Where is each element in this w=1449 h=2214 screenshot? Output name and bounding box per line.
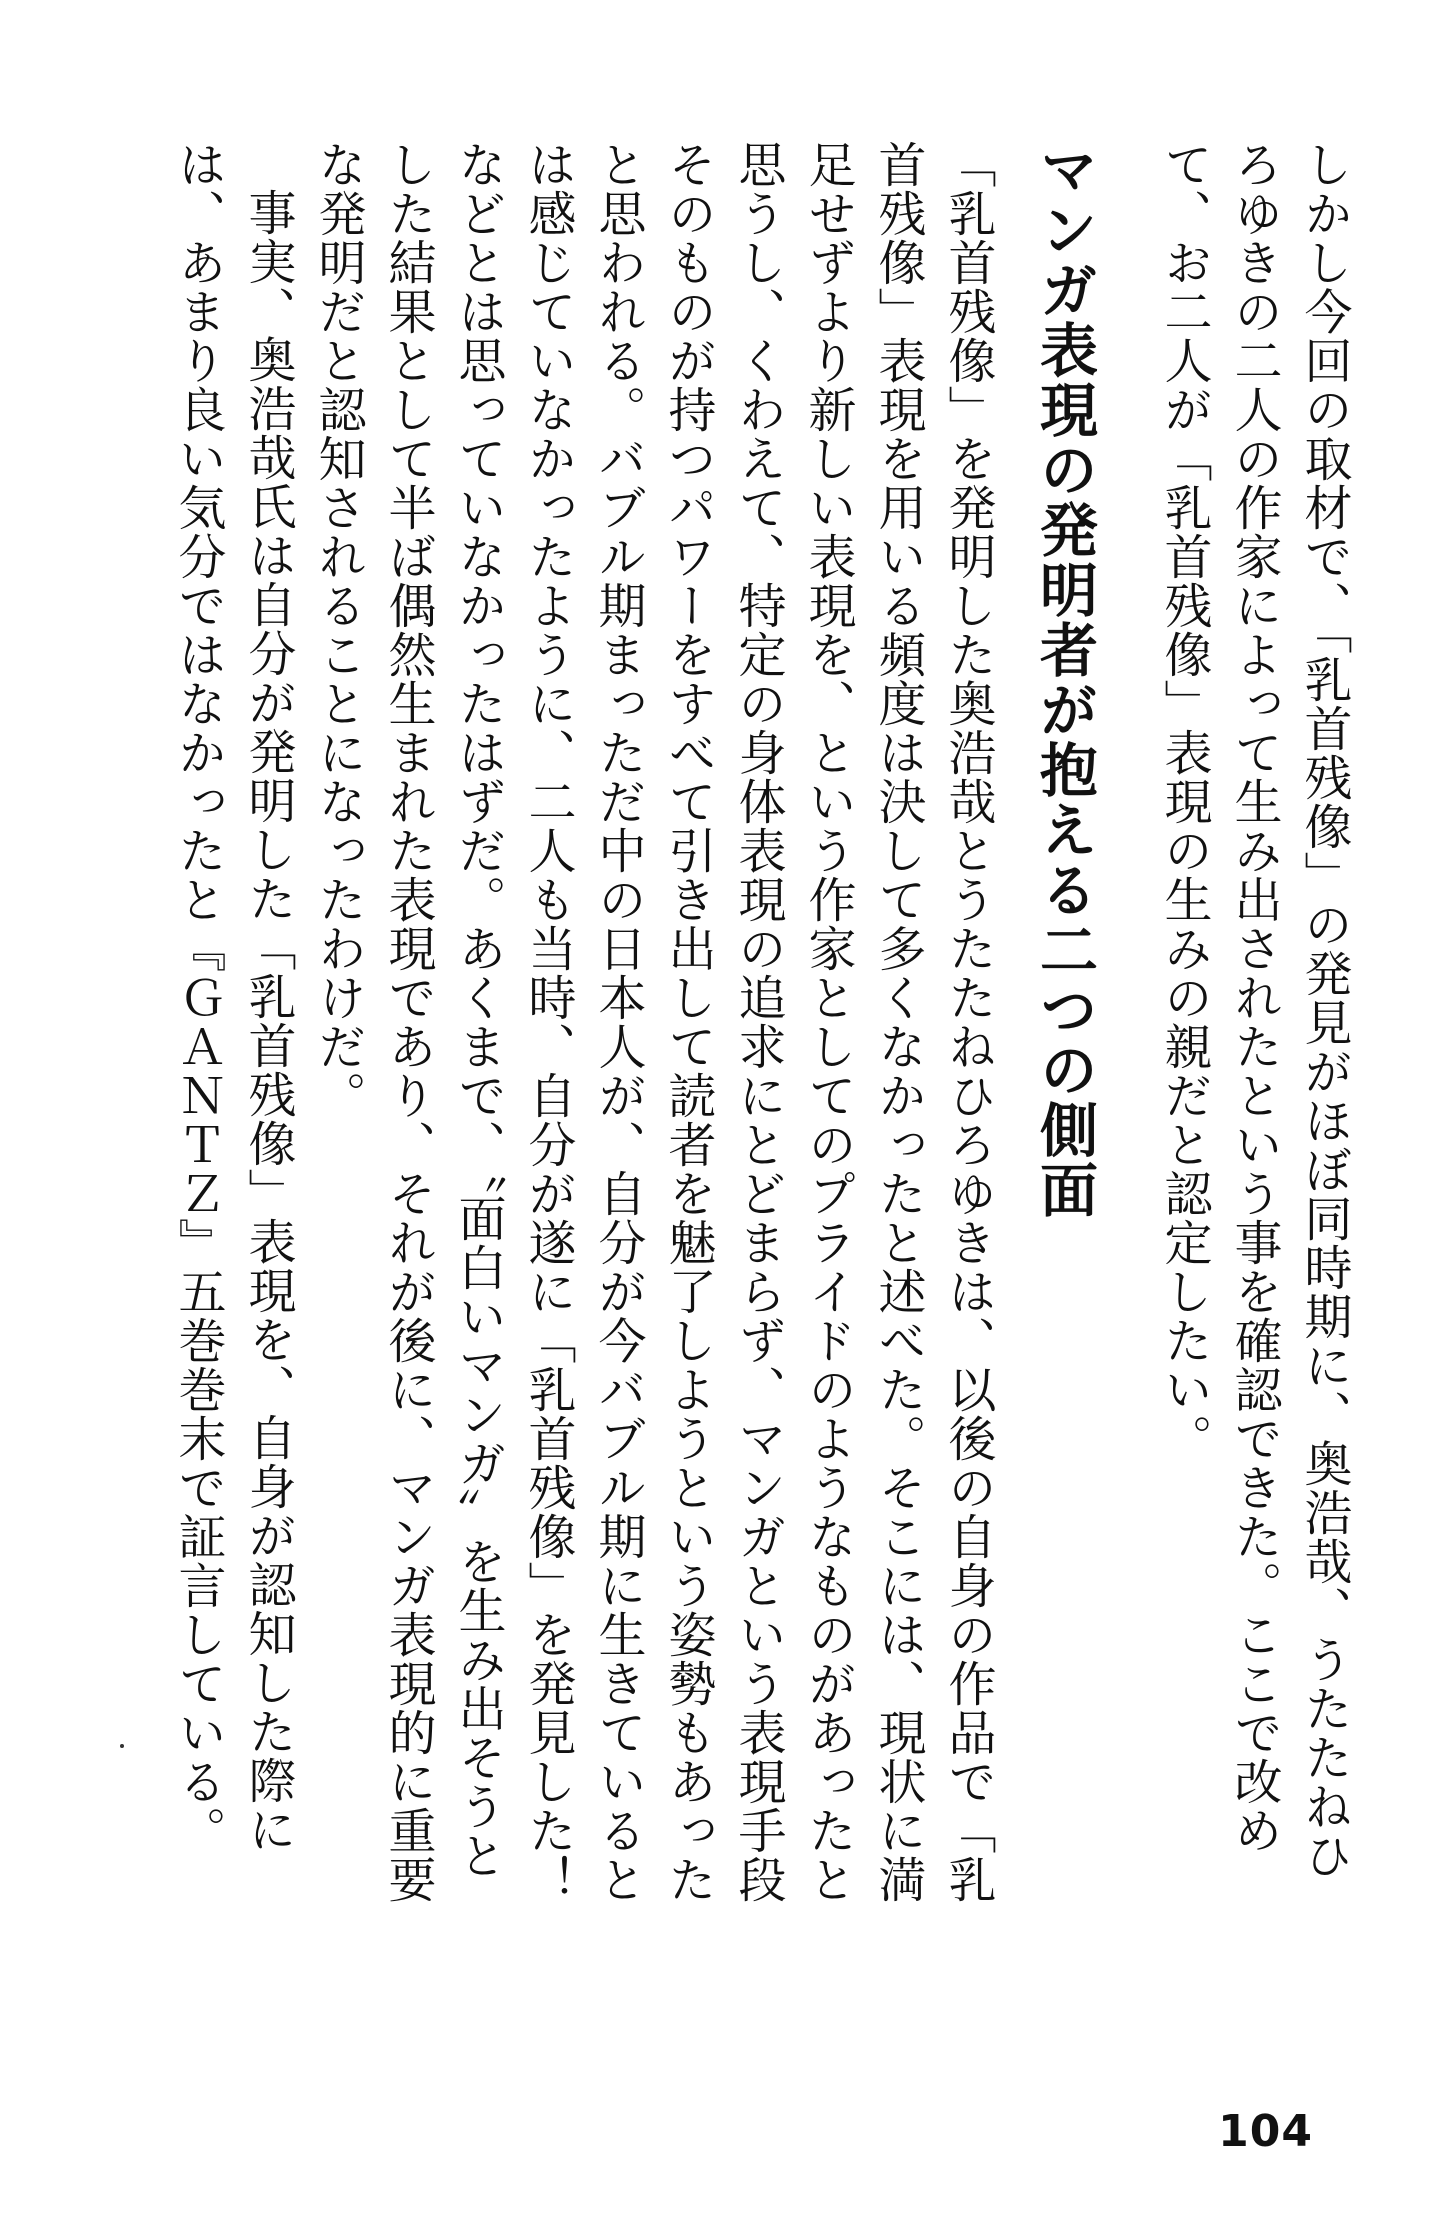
paragraph-intro: しかし今回の取材で、「乳首残像」の発見がほぼ同時期に、奥浩哉、うたたねひろゆきの二人の作家によって生み出されたという事を確認できた。ここで改めて、お二人が「乳首残像」表現の生みの親だと認定したい。 [1156,140,1352,1880]
page-number: 104 [1218,2106,1313,2157]
paragraph-body-2: 事実、奥浩哉氏は自分が発明した「乳首残像」表現を、自身が認知した際には、あまり良い気分ではなかったと『ＧＡＮＴＺ』五巻巻末で証言している。 [170,140,296,1855]
section-heading: マンガ表現の発明者が抱える二つの側面 [1030,140,1098,1220]
stray-mark [120,1744,124,1748]
vertical-text-body [129,140,1359,1920]
paragraph-body-1: 「乳首残像」を発明した奥浩哉とうたたねひろゆきは、以後の自身の作品で「乳首残像」表現を用いる頻度は決して多くなかったと述べた。そこには、現状に満足せずより新しい表現を、という作家としてのプライドのようなものがあったと思うし、くわえて、特定の身体表現の追求にとどまらず、マンガという表現手段そのものが持つパワーをすべて引き出して読者を魅了しようという姿勢もあったと思われる。バブル期まっただ中の日本人が、自分が今バブル期に生きているとは感じていなかったように、二人も当時、自分が遂に「乳首残像」を発見した！などとは思っていなかったはずだ。あくまで、〝面白いマンガ〟を生み出そうとした結果として半ば偶然生まれた表現であり、それが後に、マンガ表現的に重要な発明だと認知されることになったわけだ。 [310,140,996,1904]
